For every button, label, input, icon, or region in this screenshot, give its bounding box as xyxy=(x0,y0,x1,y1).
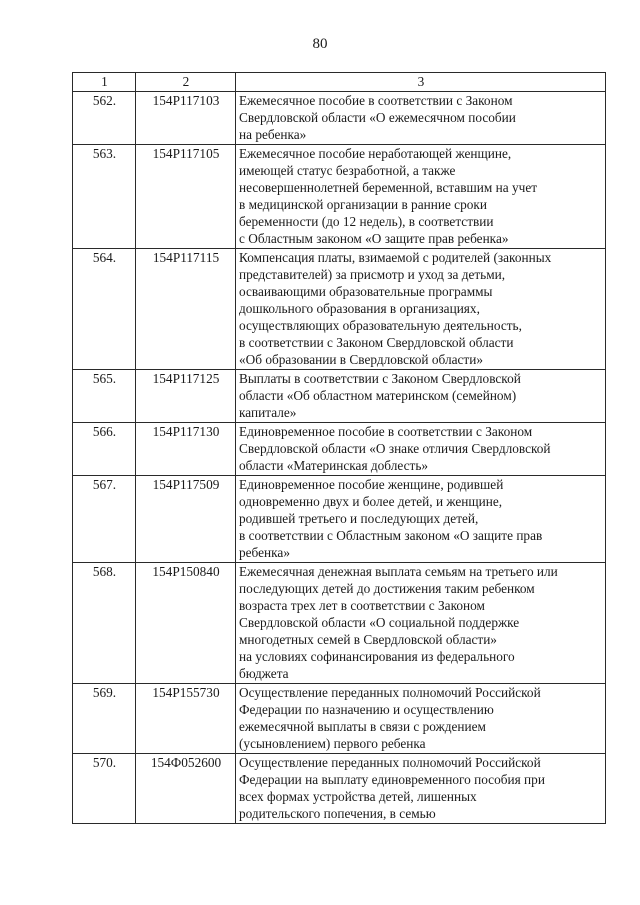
row-number: 567. xyxy=(73,476,136,563)
header-col-1: 1 xyxy=(73,73,136,92)
row-number: 569. xyxy=(73,684,136,754)
row-code: 154Р150840 xyxy=(136,563,236,684)
table-row xyxy=(73,476,606,563)
row-description: Ежемесячное пособие в соответствии с Законом Свердловской области «О ежемесячном пособии на ребенка» xyxy=(236,92,606,145)
row-number: 562. xyxy=(73,92,136,145)
table-row xyxy=(73,563,606,684)
row-code: 154Р117130 xyxy=(136,423,236,476)
row-description: Ежемесячная денежная выплата семьям на третьего или последующих детей до достижения таким ребенком возраста трех лет в соответствии с Законом Свердловской области «О социальной поддержке многодетных семей в Свердловской области» на условиях софинансирования из федерального бюджета xyxy=(236,563,606,684)
row-code: 154Р117115 xyxy=(136,249,236,370)
row-description: Единовременное пособие женщине, родившей одновременно двух и более детей, и женщине, родившей третьего и последующих детей, в соответствии с Областным законом «О защите прав ребенка» xyxy=(236,476,606,563)
table-row xyxy=(73,423,606,476)
row-code: 154Ф052600 xyxy=(136,754,236,824)
row-description: Ежемесячное пособие неработающей женщине, имеющей статус безработной, а также несовершеннолетней беременной, вставшим на учет в медицинской организации в ранние сроки беременности (до 12 недель), в соответствии с Областным законом «О защите прав ребенка» xyxy=(236,145,606,249)
page-number: 80 xyxy=(312,36,328,52)
row-description: Осуществление переданных полномочий Российской Федерации по назначению и осуществлению ежемесячной выплаты в связи с рождением (усыновлением) первого ребенка xyxy=(236,684,606,754)
row-number: 568. xyxy=(73,563,136,684)
row-code: 154Р155730 xyxy=(136,684,236,754)
table-row xyxy=(73,92,606,145)
table-row xyxy=(73,370,606,423)
row-description: Осуществление переданных полномочий Российской Федерации на выплату единовременного пособия при всех формах устройства детей, лишенных родительского попечения, в семью xyxy=(236,754,606,824)
budget-table xyxy=(72,72,606,824)
table-row xyxy=(73,249,606,370)
table-row xyxy=(73,754,606,824)
header-col-3: 3 xyxy=(236,73,606,92)
row-number: 570. xyxy=(73,754,136,824)
table-row xyxy=(73,145,606,249)
table-row xyxy=(73,684,606,754)
row-code: 154Р117509 xyxy=(136,476,236,563)
row-number: 563. xyxy=(73,145,136,249)
row-description: Компенсация платы, взимаемой с родителей (законных представителей) за присмотр и уход за детьми, осваивающими образовательные программы дошкольного образования в организациях, осуществляющих образовательную деятельность, в соответствии с Законом Свердловской области «Об образовании в Свердловской области» xyxy=(236,249,606,370)
row-code: 154Р117103 xyxy=(136,92,236,145)
row-number: 564. xyxy=(73,249,136,370)
row-description: Единовременное пособие в соответствии с Законом Свердловской области «О знаке отличия Свердловской области «Материнская доблесть» xyxy=(236,423,606,476)
row-code: 154Р117105 xyxy=(136,145,236,249)
header-col-2: 2 xyxy=(136,73,236,92)
row-code: 154Р117125 xyxy=(136,370,236,423)
row-number: 565. xyxy=(73,370,136,423)
row-description: Выплаты в соответствии с Законом Свердловской области «Об областном материнском (семейном) капитале» xyxy=(236,370,606,423)
row-number: 566. xyxy=(73,423,136,476)
header-row xyxy=(73,73,606,92)
